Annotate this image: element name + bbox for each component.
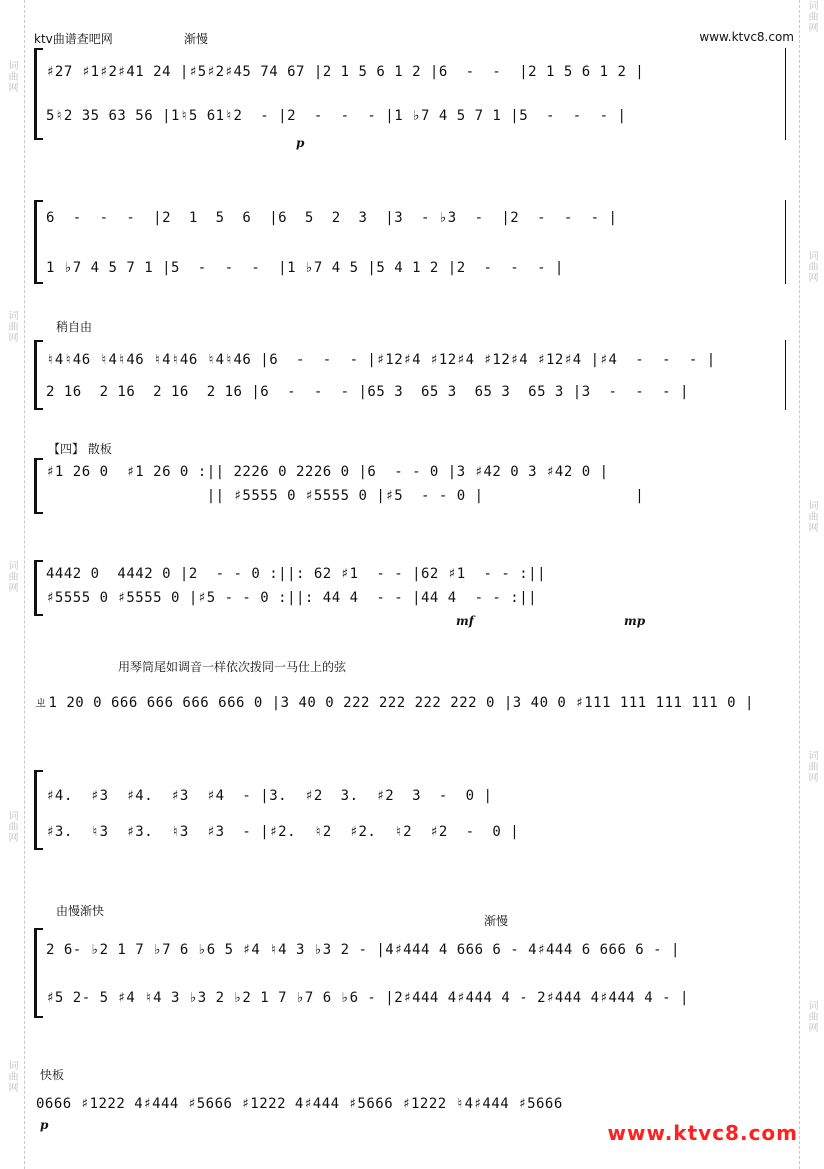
score-system — [34, 340, 786, 410]
dynamic-mark: mp — [624, 614, 646, 628]
side-watermark: 词曲网 — [6, 560, 17, 593]
upper-staff: 0666 ♯1222 4♯444 ♯5666 ♯1222 4♯444 ♯5666 ♯1222 ♮4♯444 ♯5666 — [36, 1096, 563, 1112]
side-watermark: 词曲网 — [6, 1060, 17, 1093]
site-header-right: www.ktvc8.com — [699, 30, 794, 44]
lower-staff: 5♮2 35 63 56 |1♮5 61♮2 - |2 - - - |1 ♭7 4 5 7 1 |5 - - - | — [46, 108, 627, 124]
system-bracket — [34, 560, 43, 616]
side-watermark: 词曲网 — [6, 810, 17, 843]
barline — [785, 200, 786, 284]
barline — [785, 340, 786, 410]
performance-instruction: 用琴筒尾如调音一样依次拨同一马仕上的弦 — [118, 660, 347, 674]
system-bracket — [34, 928, 43, 1018]
upper-staff: ♯27 ♯1♯2♯41 24 |♯5♯2♯45 74 67 |2 1 5 6 1 2 |6 - - |2 1 5 6 1 2 | — [46, 64, 645, 80]
upper-staff: 6 - - - |2 1 5 6 |6 5 2 3 |3 - ♭3 - |2 - - - | — [46, 210, 618, 226]
system-bracket — [34, 340, 43, 410]
site-watermark: www.ktvc8.com — [607, 1121, 798, 1145]
section-label: 快板 — [40, 1068, 65, 1082]
side-watermark: 词曲网 — [806, 250, 817, 283]
system-bracket — [34, 770, 43, 850]
system-bracket — [34, 200, 43, 284]
lower-staff: || ♯5555 0 ♯5555 0 |♯5 - - 0 | | — [46, 488, 645, 504]
upper-staff: ㄓ1 20 0 666 666 666 666 0 |3 40 0 222 222 222 222 0 |3 40 0 ♯111 111 111 111 0 | — [34, 695, 754, 711]
score-system — [34, 560, 786, 628]
system-bracket — [34, 458, 43, 514]
tempo-mark: 渐慢 — [484, 914, 509, 928]
tempo-mark: 渐慢 — [184, 32, 209, 46]
lower-staff: ♯5 2- 5 ♯4 ♮4 3 ♭3 2 ♭2 1 7 ♭7 6 ♭6 - |2♯444 4♯444 4 - 2♯444 4♯444 4 - | — [46, 990, 689, 1006]
upper-staff: 4442 0 4442 0 |2 - - 0 :||: 62 ♯1 - - |62 ♯1 - - :|| — [46, 566, 547, 582]
dynamic-mark: mf — [456, 614, 474, 628]
dynamic-mark: p — [40, 1118, 49, 1132]
lower-staff: ♯3. ♮3 ♯3. ♮3 ♯3 - |♯2. ♮2 ♯2. ♮2 ♯2 - 0 | — [46, 824, 520, 840]
lower-staff: ♯5555 0 ♯5555 0 |♯5 - - 0 :||: 44 4 - - |44 4 - - :|| — [46, 590, 538, 606]
side-watermark: 词曲网 — [6, 60, 17, 93]
section-label: 稍自由 — [56, 320, 93, 334]
score-system — [34, 200, 786, 284]
score-system — [34, 770, 786, 850]
upper-staff: ♯1 26 0 ♯1 26 0 :|| 2226 0 2226 0 |6 - - 0 |3 ♯42 0 3 ♯42 0 | — [46, 464, 609, 480]
section-label: 由慢渐快 — [56, 904, 105, 918]
lower-staff: 2 16 2 16 2 16 2 16 |6 - - - |65 3 65 3 65 3 65 3 |3 - - - | — [46, 384, 689, 400]
score-system — [34, 684, 786, 716]
score-system — [34, 458, 786, 514]
side-watermark: 词曲网 — [6, 310, 17, 343]
left-watermark-strip — [0, 0, 25, 1169]
lower-staff: 1 ♭7 4 5 7 1 |5 - - - |1 ♭7 4 5 |5 4 1 2 |2 - - - | — [46, 260, 564, 276]
site-header-left: ktv曲谱查吧网 — [34, 32, 113, 46]
barline — [785, 48, 786, 140]
side-watermark: 词曲网 — [806, 0, 817, 33]
upper-staff: 2 6- ♭2 1 7 ♭7 6 ♭6 5 ♯4 ♮4 3 ♭3 2 - |4♯444 4 666 6 - 4♯444 6 666 6 - | — [46, 942, 680, 958]
score-system — [34, 928, 786, 1018]
dynamic-mark: p — [296, 136, 305, 150]
section-label: 【四】 散板 — [48, 442, 112, 456]
score-system — [34, 48, 786, 150]
side-watermark: 词曲网 — [806, 1000, 817, 1033]
side-watermark: 词曲网 — [806, 500, 817, 533]
upper-staff: ♯4. ♯3 ♯4. ♯3 ♯4 - |3. ♯2 3. ♯2 3 - 0 | — [46, 788, 493, 804]
system-bracket — [34, 48, 43, 140]
upper-staff: ♮4♮46 ♮4♮46 ♮4♮46 ♮4♮46 |6 - - - |♯12♯4 ♯12♯4 ♯12♯4 ♯12♯4 |♯4 - - - | — [46, 352, 716, 368]
side-watermark: 词曲网 — [806, 750, 817, 783]
right-watermark-strip — [799, 0, 824, 1169]
